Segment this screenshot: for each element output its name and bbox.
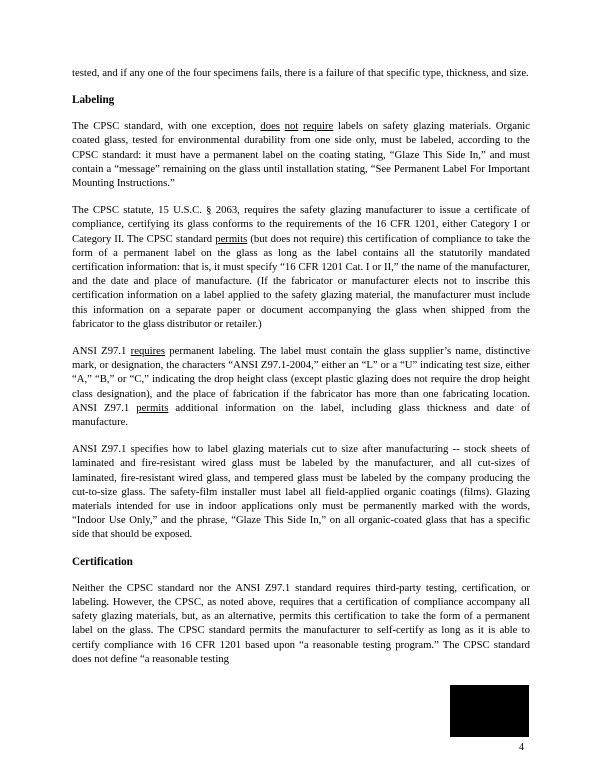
underlined-word: requires [130,345,166,358]
paragraph-test-failure: tested, and if any one of the four specimens fails, there is a failure of that specific type, thickness, and size. [72,67,529,79]
redaction-box [450,685,529,737]
paragraph-certification: Neither the CPSC standard nor the ANSI Z97.1 standard requires third-party testing, certification, or labeling. However, the CPSC, as noted above, requires that a certification of compliance accompany all safety glazing materials, but, as an alternative, permits this certification to take the form of a permanent label on the glass. The CPSC standard permits the manufacturer to self-certify as long as it is able to certify compliance with 16 CFR 1201 based upon “a reasonable testing program.” The CPSC standard does not define “a reasonable testing [72,581,530,665]
paragraph-cpsc-labels [72,119,530,190]
text-span: labels on safety glazing materials. Organic coated glass, tested for environmental durability from one side only, must be labeled, according to the CPSC standard: it must have a permanent label on the coating stating, “Glaze This Side In,” and must contain a “message” remaining on the glass until installation stating, “See Permanent Label For Important Mounting Instructions.” [72,120,531,190]
page-content [72,66,530,679]
underlined-word: permits [136,401,169,414]
text-span: permanent labeling. The label must contain the glass supplier’s name, distinctive mark, or designation, the characters “ANSI Z97.1-2004,” either an “L” or a “U” indicating test size, either “A,” “B,” or “C,” indicating the drop height class (except plastic glazing does not require the drop height class designation), and the place of fabrication if the fabricator has more than one fabricating location. ANSI Z97.1 [72,345,530,414]
underlined-word: not [284,120,299,133]
underlined-word: does [260,120,280,133]
paragraph-cpsc-statute [72,203,530,331]
text-span: The CPSC statute, 15 U.S.C. § 2063, requires the safety glazing manufacturer to issue a certificate of compliance, certifying its glass conforms to the requirements of the 16 CFR 1201, either Category I or Category II. The CPSC standard [72,204,530,245]
page-number: 4 [519,742,524,753]
text-span: (but does not require) this certification of compliance to take the form of a permanent label on the glass as long as the label contains all the statutorily mandated certification information: that is, it must specify “16 CFR 1201 Cat. I or II,” the name of the manufacturer, and the date and place of manufacture. (If the fabricator or manufacturer elects not to inscribe this certification information on a label applied to the safety glazing material, the manufacturer must include this information on a separate paper or document accompanying the glass when shipped from the fabricator to the glass distributor or retailer.) [72,232,530,330]
underlined-word: require [303,120,334,133]
underlined-word: permits [215,232,248,245]
text-span: additional information on the label, including glass thickness and date of manufacture. [72,401,531,429]
paragraph-ansi-cut-to-size: ANSI Z97.1 specifies how to label glazing materials cut to size after manufacturing -- stock sheets of laminated and fire-resistant wired glass must be labeled by the manufacturer, and all cut-sizes of laminated, fire-resistant wired glass, and tempered glass must be labeled by the company producing the cut-to-size glass. The safety-film installer must label all field-applied organic coatings (films). Glazing materials intended for use in indoor applications only must be permanently marked with the words, “Indoor Use Only,” and the phrase, “Glaze This Side In,” on all organic-coated glass that has a specific side that should be exposed. [72,443,530,541]
heading-labeling: Labeling [72,94,115,107]
text-span: ANSI Z97.1 [72,345,127,358]
heading-certification: Certification [72,555,133,568]
paragraph-ansi-labeling [72,344,530,429]
text-span: The CPSC standard, with one exception, [72,120,256,133]
